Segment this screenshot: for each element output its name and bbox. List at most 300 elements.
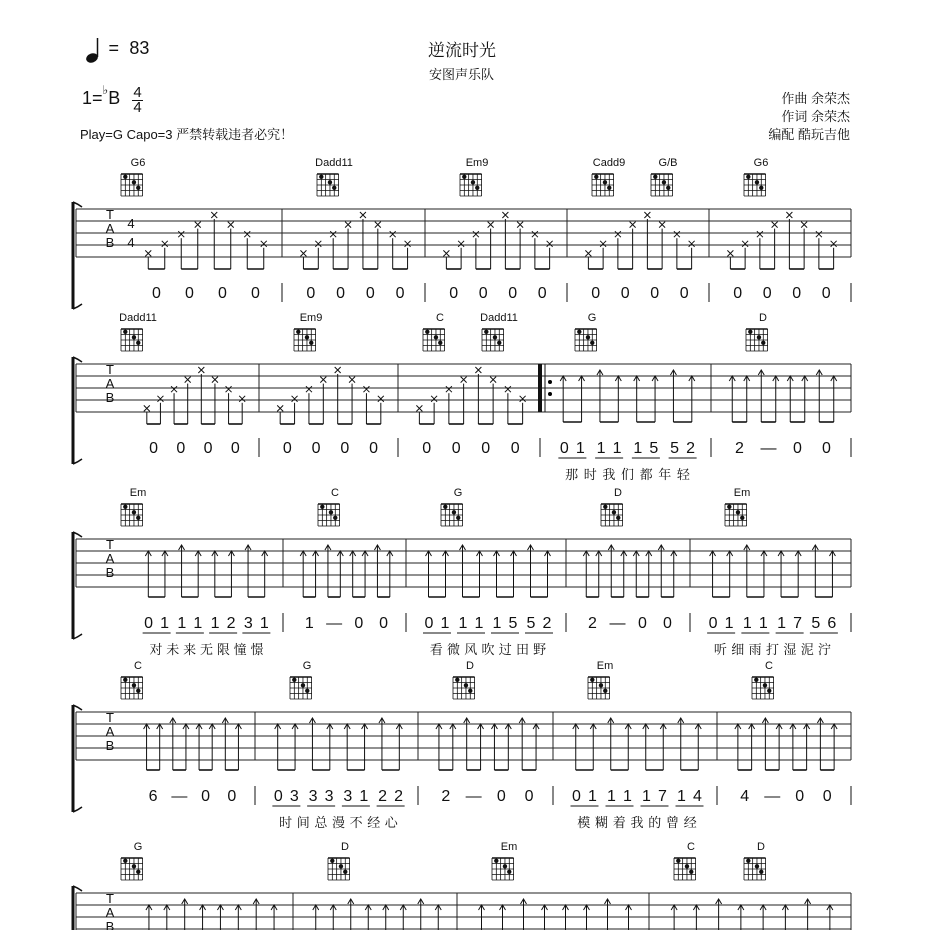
jianpu-note: 1 (612, 440, 622, 457)
tab-clef-letter: T (106, 362, 114, 377)
jianpu-note: — (465, 788, 482, 805)
chord-diagram (592, 157, 625, 196)
jianpu-note: 6 (827, 615, 837, 632)
muted-note (244, 231, 250, 237)
chord-dot (328, 180, 332, 184)
muted-note (363, 386, 369, 392)
jianpu-note: 0 (227, 788, 237, 805)
chord-name: G (133, 841, 143, 853)
muted-note (178, 231, 184, 237)
chord-dot (727, 505, 731, 509)
lyric-char: 那 (565, 467, 579, 482)
jianpu-note: 1 (623, 788, 632, 805)
chord-dot (590, 341, 594, 345)
chord-name: Dadd11 (315, 157, 353, 169)
chord-dot (136, 689, 140, 693)
muted-note (458, 241, 464, 247)
jianpu-note: 0 (336, 285, 346, 302)
chord-name: Dadd11 (480, 312, 518, 324)
chord-diagram (725, 487, 750, 526)
jianpu-note: 1 (259, 615, 269, 632)
jianpu-note: 0 (663, 615, 672, 632)
chord-dot (590, 678, 594, 682)
jianpu-note: 0 (481, 440, 491, 457)
jianpu-note: 7 (793, 615, 803, 632)
jianpu-note: 0 (340, 440, 350, 457)
jianpu-note: 0 (496, 788, 506, 805)
jianpu-note: 0 (559, 440, 569, 457)
chord-dot (603, 180, 607, 184)
chord-dot (462, 175, 466, 179)
jianpu-measure (143, 613, 283, 633)
chord-dot (136, 186, 140, 190)
strum-pattern (426, 545, 551, 597)
lyric-char: 听 (713, 642, 727, 657)
strum-pattern (583, 545, 677, 597)
chord-dot (475, 186, 479, 190)
tab-clef-letter: A (105, 551, 115, 566)
jianpu-note: 2 (226, 615, 236, 632)
chord-dot (333, 516, 337, 520)
chord-dot (443, 505, 447, 509)
muted-note (277, 405, 283, 411)
jianpu-note: 0 (379, 615, 389, 632)
chord-name: Em (596, 660, 614, 672)
jianpu-note: 3 (308, 788, 318, 805)
chord-dot (736, 510, 740, 514)
jianpu-measure (588, 613, 690, 632)
chord-dot (603, 689, 607, 693)
jianpu-note: 0 (176, 440, 186, 457)
lyric-char: 野 (533, 642, 547, 657)
credit-lyricist: 作词 余荣杰 (781, 109, 850, 124)
jianpu-note: 0 (572, 788, 581, 805)
tab-clef-letter: B (105, 565, 115, 580)
jianpu-note: 0 (508, 285, 518, 302)
strum-pattern (710, 545, 836, 597)
chord-dot (754, 678, 758, 682)
muted-note (195, 222, 201, 228)
tab-clef-letter: T (106, 537, 114, 552)
jianpu-note: 3 (243, 615, 253, 632)
chord-dot (603, 505, 607, 509)
chord-dot (761, 341, 765, 345)
chord-dot (507, 870, 511, 874)
chord-dot (594, 175, 598, 179)
chord-dot (438, 341, 442, 345)
chord-name: Em (129, 487, 147, 499)
jianpu-measure (571, 786, 718, 806)
muted-note (212, 377, 218, 383)
chord-dot (320, 505, 324, 509)
muted-note (330, 231, 336, 237)
chord-dot (757, 335, 761, 339)
strum-pattern (145, 545, 267, 597)
strum-pattern (479, 899, 632, 930)
muted-note (801, 222, 807, 228)
jianpu-measure (733, 283, 851, 302)
muted-note (306, 386, 312, 392)
muted-note (505, 386, 511, 392)
jianpu-note: 0 (152, 285, 161, 302)
lyric-char: 过 (498, 642, 512, 657)
tab-system (73, 660, 851, 830)
tab-system (73, 487, 851, 657)
jianpu-measure (441, 786, 553, 805)
lyric-char: 我 (602, 467, 616, 482)
chord-dot (132, 510, 136, 514)
tab-clef-letter: A (105, 905, 115, 920)
jianpu-note: 0 (365, 285, 375, 302)
chord-name: Em9 (465, 157, 489, 169)
tab-clef-letter: T (106, 891, 114, 906)
muted-note (727, 250, 733, 256)
time-sig-tab-bottom: 4 (127, 235, 135, 250)
muted-note (461, 377, 467, 383)
chord-name: G/B (658, 157, 678, 169)
chord-name: Em9 (299, 312, 323, 324)
chord-diagram (294, 312, 322, 351)
lyric-char: 田 (515, 642, 529, 657)
chord-dot (425, 330, 429, 334)
chord-dot (767, 689, 771, 693)
chord-name: D (757, 841, 765, 853)
jianpu-note: 2 (686, 440, 696, 457)
lyric-char: 间 (296, 815, 310, 830)
time-top: 4 (133, 84, 142, 101)
chord-dot (746, 859, 750, 863)
strum-pattern (735, 718, 837, 770)
chord-diagram (121, 660, 143, 699)
lyric-char: 漫 (331, 815, 346, 830)
muted-note (239, 396, 245, 402)
lyric-char: 都 (639, 467, 653, 482)
jianpu-measure (707, 613, 851, 633)
lyrics (565, 467, 691, 482)
jianpu-note: 1 (575, 440, 585, 457)
chord-diagram (121, 157, 145, 196)
chord-dot (759, 870, 763, 874)
muted-note (300, 250, 306, 256)
tab-clef-letter: B (105, 919, 115, 930)
chord-diagram (588, 660, 613, 699)
lyric-char: 湿 (783, 642, 797, 657)
chord-dot (653, 175, 657, 179)
strum-pattern (436, 718, 539, 770)
jianpu-note: 0 (821, 285, 831, 302)
jianpu-note: 5 (508, 615, 518, 632)
muted-note (378, 396, 384, 402)
lyric-char: 经 (683, 815, 697, 830)
chord-diagram (423, 312, 445, 351)
chord-dot (755, 864, 759, 868)
lyric-char: 们 (620, 467, 635, 482)
jianpu-note: 0 (395, 285, 405, 302)
chord-dot (612, 510, 616, 514)
jianpu-note: — (760, 440, 777, 457)
lyric-char: 对 (149, 642, 163, 657)
jianpu-note: 1 (440, 615, 450, 632)
jianpu-note: 0 (638, 615, 647, 632)
lyric-char: 曾 (665, 815, 679, 830)
strum-pattern (573, 718, 702, 770)
jianpu-note: 0 (591, 285, 601, 302)
lyric-char: 看 (429, 642, 443, 657)
jianpu-note: 0 (230, 440, 240, 457)
muted-note (315, 241, 321, 247)
jianpu-note: 0 (369, 440, 379, 457)
chord-dot (301, 683, 305, 687)
jianpu-note: 0 (282, 440, 292, 457)
strum-pattern (560, 370, 695, 422)
artist-name: 安图声乐队 (429, 67, 495, 82)
lyrics (577, 815, 696, 830)
jianpu-note: — (609, 615, 626, 632)
jianpu-note: 2 (441, 788, 451, 805)
jianpu-note: 5 (811, 615, 821, 632)
lyrics (279, 815, 399, 830)
jianpu-note: 4 (693, 788, 702, 805)
muted-note (742, 241, 748, 247)
chord-dot (292, 678, 296, 682)
tempo-equals: = (108, 38, 119, 59)
jianpu-note: 1 (474, 615, 484, 632)
chord-dot (330, 859, 334, 863)
jianpu-note: 0 (306, 285, 316, 302)
tempo-value: 83 (129, 38, 150, 59)
jianpu-note: 1 (677, 788, 686, 805)
strum-pattern (146, 899, 277, 930)
chord-diagram (315, 157, 353, 196)
jianpu-note: 1 (633, 440, 643, 457)
muted-note (261, 241, 267, 247)
jianpu-note: 6 (148, 788, 158, 805)
chord-dot (123, 859, 127, 863)
jianpu-note: 0 (251, 285, 260, 302)
key-prefix: 1= (82, 88, 103, 108)
chord-dot (305, 335, 309, 339)
lyric-char: 时 (583, 467, 597, 482)
jianpu-note: — (764, 788, 781, 805)
jianpu-note: — (171, 788, 188, 805)
chord-name: C (331, 487, 339, 499)
jianpu-note: 0 (203, 440, 213, 457)
chord-name: Cadd9 (592, 157, 626, 169)
jianpu-note: 0 (144, 615, 154, 632)
chord-diagram (651, 157, 677, 196)
chord-diagram (318, 487, 340, 526)
jianpu-measure (740, 786, 851, 805)
jianpu-measure (149, 438, 259, 457)
jianpu-note: 0 (201, 788, 211, 805)
chord-dot (484, 330, 488, 334)
chord-dot (434, 335, 438, 339)
jianpu-note: 0 (708, 615, 718, 632)
muted-note (375, 222, 381, 228)
chord-dot (586, 335, 590, 339)
lyric-char: 未 (166, 642, 180, 657)
strum-pattern (300, 545, 393, 597)
chord-name: Em (500, 841, 518, 853)
jianpu-note: 3 (324, 788, 334, 805)
chord-diagram (744, 157, 768, 196)
jianpu-note: 2 (378, 788, 388, 805)
lyric-char: 风 (464, 642, 478, 657)
key-note: B (108, 88, 121, 108)
muted-note (615, 231, 621, 237)
chord-dot (685, 864, 689, 868)
chord-dot (662, 180, 666, 184)
lyric-char: 着 (612, 815, 626, 830)
chord-diagram (441, 487, 463, 526)
jianpu-measure (422, 438, 540, 457)
tab-system (73, 157, 851, 309)
jianpu-note: 1 (758, 615, 768, 632)
jianpu-note: 1 (742, 615, 752, 632)
chord-dot (748, 330, 752, 334)
chord-dot (497, 341, 501, 345)
jianpu-note: 7 (658, 788, 667, 805)
jianpu-note: 0 (822, 440, 831, 457)
chord-dot (599, 683, 603, 687)
lyric-char: 糊 (595, 815, 609, 830)
jianpu-note: 0 (650, 285, 660, 302)
jianpu-note: 1 (304, 615, 314, 632)
jianpu-note: 1 (359, 788, 369, 805)
muted-note (659, 222, 665, 228)
jianpu-measure (423, 613, 566, 633)
tab-clef-letter: T (106, 207, 114, 222)
jianpu-note: 2 (588, 615, 597, 632)
chord-dot (305, 689, 309, 693)
jianpu-note: 1 (193, 615, 203, 632)
lyric-char: 无 (199, 642, 214, 657)
jianpu-note: 1 (588, 788, 597, 805)
jianpu-measure (558, 438, 711, 458)
chord-dot (607, 186, 611, 190)
jianpu-note: 1 (177, 615, 187, 632)
chord-dot (493, 335, 497, 339)
lyric-char: 总 (314, 815, 328, 830)
strum-pattern (275, 718, 403, 770)
chord-diagram (746, 312, 768, 351)
muted-note (547, 241, 553, 247)
repeat-dot (548, 380, 552, 384)
chord-dot (456, 516, 460, 520)
chord-diagram (453, 660, 475, 699)
chord-diagram (752, 660, 774, 699)
lyric-char: 憬 (250, 642, 264, 657)
muted-note (162, 241, 168, 247)
muted-note (757, 231, 763, 237)
jianpu-note: 3 (343, 788, 353, 805)
strum-pattern (313, 899, 442, 930)
strum-pattern (729, 370, 837, 422)
chord-dot (319, 175, 323, 179)
jianpu-note: 0 (762, 285, 772, 302)
chord-dot (343, 870, 347, 874)
jianpu-note: 0 (733, 285, 743, 302)
muted-note (502, 212, 508, 218)
jianpu-note: 0 (424, 615, 434, 632)
lyric-char: 不 (349, 815, 363, 830)
tab-clef-letter: T (106, 710, 114, 725)
time-bottom: 4 (133, 99, 142, 116)
chord-dot (136, 870, 140, 874)
chord-diagram (575, 312, 597, 351)
jianpu-measure (306, 283, 425, 302)
chord-diagram (121, 841, 143, 880)
chord-dot (746, 175, 750, 179)
key-flat: ♭ (102, 83, 109, 97)
muted-note (145, 250, 151, 256)
jianpu-note: 0 (795, 788, 805, 805)
muted-note (772, 222, 778, 228)
chord-dot (123, 330, 127, 334)
muted-note (446, 386, 452, 392)
jianpu-measure (735, 438, 851, 457)
credit-composer: 作曲 余荣杰 (781, 91, 850, 106)
muted-note (320, 377, 326, 383)
jianpu-note: 0 (792, 285, 802, 302)
jianpu-note: 1 (492, 615, 502, 632)
chord-dot (123, 678, 127, 682)
jianpu-measure (591, 283, 709, 302)
chord-dot (759, 186, 763, 190)
chord-dot (132, 335, 136, 339)
chord-name: C (687, 841, 695, 853)
muted-note (674, 231, 680, 237)
jianpu-note: 1 (777, 615, 787, 632)
chord-dot (132, 180, 136, 184)
chord-name: D (341, 841, 349, 853)
jianpu-note: 0 (822, 788, 832, 805)
chord-diagram (119, 312, 157, 351)
chord-name: C (765, 660, 773, 672)
chord-dot (468, 689, 472, 693)
tab-clef-letter: B (105, 390, 115, 405)
time-sig-tab-top: 4 (127, 216, 135, 231)
chord-name: D (759, 312, 767, 324)
jianpu-note: 3 (289, 788, 299, 805)
chord-dot (123, 505, 127, 509)
jianpu-note: 5 (670, 440, 680, 457)
jianpu-note: 0 (451, 440, 461, 457)
jianpu-note: 0 (311, 440, 321, 457)
chord-name: G (302, 660, 312, 672)
chord-name: D (614, 487, 622, 499)
chord-dot (676, 859, 680, 863)
chord-dot (132, 864, 136, 868)
muted-note (831, 241, 837, 247)
muted-note (490, 377, 496, 383)
muted-note (517, 222, 523, 228)
chord-dot (132, 683, 136, 687)
jianpu-measure (449, 283, 567, 302)
jianpu-note: 1 (160, 615, 170, 632)
chord-diagram (480, 312, 518, 351)
chord-name: G6 (130, 157, 146, 169)
muted-note (171, 386, 177, 392)
chord-dot (503, 864, 507, 868)
lyric-char: 模 (577, 815, 591, 830)
chord-dot (666, 186, 670, 190)
lyrics (714, 642, 831, 657)
tab-system (73, 841, 851, 930)
jianpu-note: 0 (524, 788, 534, 805)
jianpu-note: 0 (793, 440, 802, 457)
muted-note (292, 396, 298, 402)
